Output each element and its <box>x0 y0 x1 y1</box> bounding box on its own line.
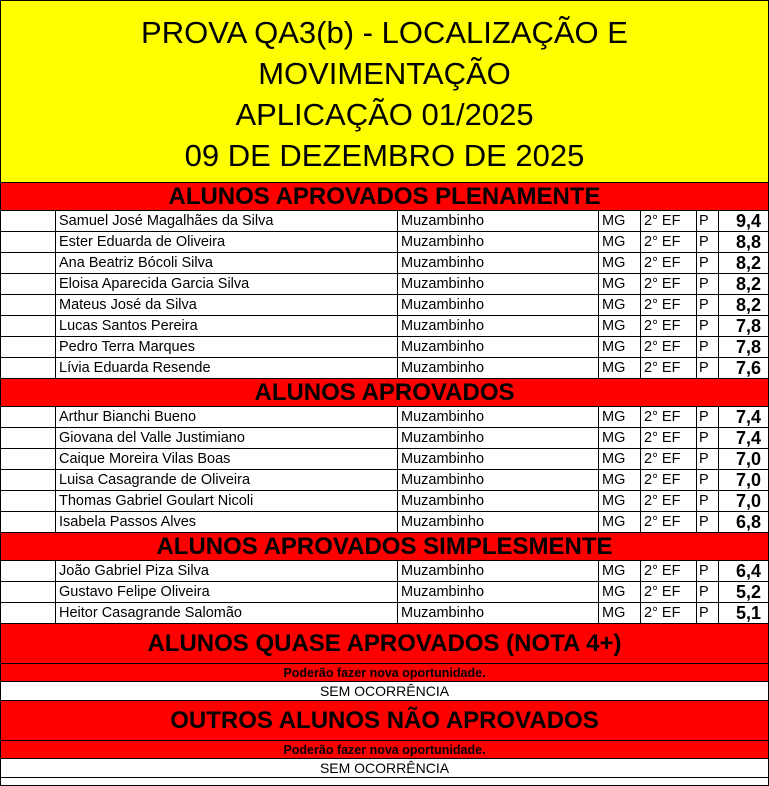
table-row <box>1 449 768 470</box>
student-name: Heitor Casagrande Salomão <box>55 603 397 623</box>
student-status: P <box>696 316 718 336</box>
student-score: 7,4 <box>718 407 768 427</box>
student-name: Ester Eduarda de Oliveira <box>55 232 397 252</box>
student-grade: 2° EF <box>640 316 696 336</box>
student-status: P <box>696 449 718 469</box>
table-row <box>1 512 768 533</box>
student-grade: 2° EF <box>640 428 696 448</box>
student-status: P <box>696 295 718 315</box>
row-spacer <box>1 512 55 532</box>
student-name: Arthur Bianchi Bueno <box>55 407 397 427</box>
student-state: MG <box>598 295 640 315</box>
student-status: P <box>696 491 718 511</box>
student-grade: 2° EF <box>640 253 696 273</box>
student-name: Lívia Eduarda Resende <box>55 358 397 378</box>
table-row <box>1 316 768 337</box>
student-name: Luisa Casagrande de Oliveira <box>55 470 397 490</box>
row-spacer <box>1 337 55 357</box>
student-state: MG <box>598 274 640 294</box>
student-city: Muzambinho <box>397 337 598 357</box>
table-row <box>1 470 768 491</box>
student-status: P <box>696 211 718 231</box>
student-status: P <box>696 232 718 252</box>
table-row <box>1 211 768 232</box>
student-grade: 2° EF <box>640 358 696 378</box>
student-score: 7,8 <box>718 316 768 336</box>
row-spacer <box>1 407 55 427</box>
student-score: 8,8 <box>718 232 768 252</box>
header-date: 09 DE DEZEMBRO DE 2025 <box>184 137 585 173</box>
student-city: Muzambinho <box>397 211 598 231</box>
section-title-simplesmente: ALUNOS APROVADOS SIMPLESMENTE <box>1 533 768 561</box>
row-spacer <box>1 253 55 273</box>
student-state: MG <box>598 337 640 357</box>
student-state: MG <box>598 253 640 273</box>
student-grade: 2° EF <box>640 232 696 252</box>
student-score: 6,4 <box>718 561 768 581</box>
student-score: 7,0 <box>718 470 768 490</box>
student-grade: 2° EF <box>640 337 696 357</box>
student-grade: 2° EF <box>640 561 696 581</box>
table-plenamente <box>1 211 768 379</box>
section-title-plenamente: ALUNOS APROVADOS PLENAMENTE <box>1 183 768 211</box>
header-application: APLICAÇÃO 01/2025 <box>235 96 534 132</box>
student-status: P <box>696 274 718 294</box>
student-city: Muzambinho <box>397 561 598 581</box>
row-spacer <box>1 295 55 315</box>
student-grade: 2° EF <box>640 603 696 623</box>
student-status: P <box>696 253 718 273</box>
student-city: Muzambinho <box>397 274 598 294</box>
student-status: P <box>696 358 718 378</box>
row-spacer <box>1 211 55 231</box>
section-title-nao-aprovados: OUTROS ALUNOS NÃO APROVADOS <box>1 701 768 741</box>
student-name: Giovana del Valle Justimiano <box>55 428 397 448</box>
section-title-quase-aprovados: ALUNOS QUASE APROVADOS (NOTA 4+) <box>1 624 768 664</box>
student-score: 8,2 <box>718 274 768 294</box>
table-row <box>1 274 768 295</box>
student-status: P <box>696 561 718 581</box>
student-state: MG <box>598 407 640 427</box>
student-state: MG <box>598 211 640 231</box>
student-state: MG <box>598 358 640 378</box>
quase-aprovados-empty: SEM OCORRÊNCIA <box>1 682 768 701</box>
student-status: P <box>696 470 718 490</box>
student-grade: 2° EF <box>640 470 696 490</box>
row-spacer <box>1 470 55 490</box>
table-row <box>1 295 768 316</box>
student-state: MG <box>598 449 640 469</box>
student-name: João Gabriel Piza Silva <box>55 561 397 581</box>
student-score: 8,2 <box>718 295 768 315</box>
student-state: MG <box>598 512 640 532</box>
student-name: Eloisa Aparecida Garcia Silva <box>55 274 397 294</box>
row-spacer <box>1 274 55 294</box>
student-status: P <box>696 512 718 532</box>
student-state: MG <box>598 428 640 448</box>
student-status: P <box>696 407 718 427</box>
student-status: P <box>696 603 718 623</box>
student-city: Muzambinho <box>397 512 598 532</box>
table-row <box>1 491 768 512</box>
student-score: 7,4 <box>718 428 768 448</box>
row-spacer <box>1 449 55 469</box>
header-title-line-1: PROVA QA3(b) - LOCALIZAÇÃO E <box>141 14 628 50</box>
table-row <box>1 253 768 274</box>
row-spacer <box>1 491 55 511</box>
student-name: Mateus José da Silva <box>55 295 397 315</box>
row-spacer <box>1 232 55 252</box>
student-score: 7,8 <box>718 337 768 357</box>
table-row <box>1 582 768 603</box>
table-row <box>1 337 768 358</box>
student-city: Muzambinho <box>397 253 598 273</box>
student-state: MG <box>598 603 640 623</box>
student-city: Muzambinho <box>397 407 598 427</box>
row-spacer <box>1 582 55 602</box>
student-score: 9,4 <box>718 211 768 231</box>
student-score: 5,1 <box>718 603 768 623</box>
student-city: Muzambinho <box>397 316 598 336</box>
student-grade: 2° EF <box>640 582 696 602</box>
header-title-line-2: MOVIMENTAÇÃO <box>258 55 511 91</box>
student-state: MG <box>598 561 640 581</box>
student-city: Muzambinho <box>397 470 598 490</box>
student-name: Samuel José Magalhães da Silva <box>55 211 397 231</box>
student-score: 7,6 <box>718 358 768 378</box>
student-state: MG <box>598 232 640 252</box>
nao-aprovados-note: Poderão fazer nova oportunidade. <box>1 741 768 759</box>
student-city: Muzambinho <box>397 295 598 315</box>
student-name: Lucas Santos Pereira <box>55 316 397 336</box>
student-name: Caique Moreira Vilas Boas <box>55 449 397 469</box>
student-state: MG <box>598 316 640 336</box>
student-name: Thomas Gabriel Goulart Nicoli <box>55 491 397 511</box>
student-grade: 2° EF <box>640 449 696 469</box>
student-state: MG <box>598 582 640 602</box>
student-city: Muzambinho <box>397 428 598 448</box>
table-row <box>1 561 768 582</box>
row-spacer <box>1 358 55 378</box>
student-score: 6,8 <box>718 512 768 532</box>
student-grade: 2° EF <box>640 295 696 315</box>
student-status: P <box>696 337 718 357</box>
nao-aprovados-empty: SEM OCORRÊNCIA <box>1 759 768 778</box>
table-row <box>1 232 768 253</box>
student-name: Gustavo Felipe Oliveira <box>55 582 397 602</box>
student-grade: 2° EF <box>640 491 696 511</box>
page-header <box>1 1 768 183</box>
table-aprovados <box>1 407 768 533</box>
table-simplesmente <box>1 561 768 624</box>
row-spacer <box>1 428 55 448</box>
student-grade: 2° EF <box>640 274 696 294</box>
student-score: 8,2 <box>718 253 768 273</box>
table-row <box>1 358 768 379</box>
table-row <box>1 603 768 624</box>
student-status: P <box>696 582 718 602</box>
student-name: Ana Beatriz Bócoli Silva <box>55 253 397 273</box>
student-grade: 2° EF <box>640 211 696 231</box>
student-city: Muzambinho <box>397 358 598 378</box>
row-spacer <box>1 603 55 623</box>
student-grade: 2° EF <box>640 407 696 427</box>
student-name: Isabela Passos Alves <box>55 512 397 532</box>
student-city: Muzambinho <box>397 449 598 469</box>
student-state: MG <box>598 470 640 490</box>
section-title-aprovados: ALUNOS APROVADOS <box>1 379 768 407</box>
quase-aprovados-note: Poderão fazer nova oportunidade. <box>1 664 768 682</box>
table-row <box>1 407 768 428</box>
table-row <box>1 428 768 449</box>
student-status: P <box>696 428 718 448</box>
student-city: Muzambinho <box>397 232 598 252</box>
student-name: Pedro Terra Marques <box>55 337 397 357</box>
row-spacer <box>1 561 55 581</box>
student-city: Muzambinho <box>397 582 598 602</box>
student-city: Muzambinho <box>397 491 598 511</box>
student-score: 5,2 <box>718 582 768 602</box>
row-spacer <box>1 316 55 336</box>
student-city: Muzambinho <box>397 603 598 623</box>
student-score: 7,0 <box>718 491 768 511</box>
student-state: MG <box>598 491 640 511</box>
student-grade: 2° EF <box>640 512 696 532</box>
student-score: 7,0 <box>718 449 768 469</box>
